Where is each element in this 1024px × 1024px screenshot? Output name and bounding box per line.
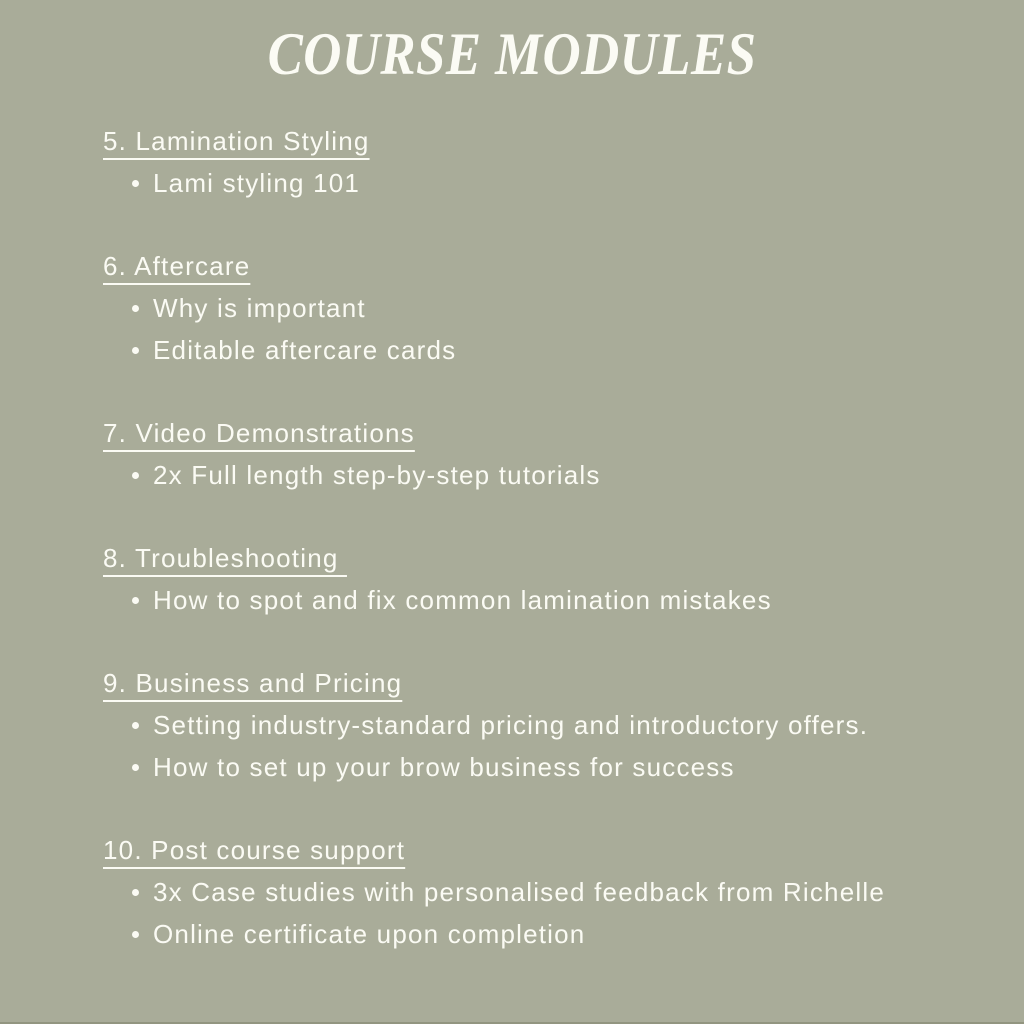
bullet-text: How to set up your brow business for success bbox=[153, 752, 735, 782]
module-section bbox=[103, 537, 968, 621]
bullet-text: Setting industry-standard pricing and introductory offers. bbox=[153, 710, 869, 740]
module-bullet-list bbox=[103, 162, 968, 204]
module-bullet-item bbox=[103, 579, 968, 621]
bullet-dot-icon bbox=[132, 180, 139, 187]
bullet-text: Lami styling 101 bbox=[153, 168, 361, 198]
module-bullet-item bbox=[103, 162, 968, 204]
bullet-dot-icon bbox=[132, 764, 139, 771]
bullet-dot-icon bbox=[132, 722, 139, 729]
module-bullet-list bbox=[103, 287, 968, 371]
module-bullet-item bbox=[103, 871, 968, 913]
module-heading: 5. Lamination Styling bbox=[103, 126, 370, 156]
bullet-dot-icon bbox=[132, 305, 139, 312]
module-sections-container bbox=[0, 78, 1024, 955]
module-section bbox=[103, 412, 968, 496]
bullet-dot-icon bbox=[132, 931, 139, 938]
module-bullet-list bbox=[103, 704, 968, 788]
module-bullet-item bbox=[103, 287, 968, 329]
bullet-text: 3x Case studies with personalised feedback from Richelle bbox=[153, 877, 885, 907]
module-section bbox=[103, 120, 968, 204]
bullet-dot-icon bbox=[132, 597, 139, 604]
module-section bbox=[103, 829, 968, 955]
module-heading: 8. Troubleshooting bbox=[103, 543, 347, 573]
module-bullet-list bbox=[103, 871, 968, 955]
module-section bbox=[103, 245, 968, 371]
bullet-text: Why is important bbox=[153, 293, 366, 323]
bullet-dot-icon bbox=[132, 347, 139, 354]
module-heading: 9. Business and Pricing bbox=[103, 668, 403, 698]
bullet-text: Editable aftercare cards bbox=[153, 335, 457, 365]
bullet-dot-icon bbox=[132, 472, 139, 479]
bullet-text: Online certificate upon completion bbox=[153, 919, 586, 949]
module-heading: 6. Aftercare bbox=[103, 251, 251, 281]
module-section bbox=[103, 662, 968, 788]
bullet-dot-icon bbox=[132, 889, 139, 896]
module-heading: 7. Video Demonstrations bbox=[103, 418, 415, 448]
bullet-text: 2x Full length step-by-step tutorials bbox=[153, 460, 601, 490]
module-bullet-item bbox=[103, 913, 968, 955]
module-bullet-item bbox=[103, 746, 968, 788]
module-bullet-item bbox=[103, 704, 968, 746]
module-bullet-item bbox=[103, 329, 968, 371]
module-bullet-list bbox=[103, 454, 968, 496]
module-bullet-list bbox=[103, 579, 968, 621]
module-bullet-item bbox=[103, 454, 968, 496]
module-heading: 10. Post course support bbox=[103, 835, 406, 865]
bullet-text: How to spot and fix common lamination mistakes bbox=[153, 585, 772, 615]
page-title: COURSE MODULES bbox=[267, 21, 757, 87]
